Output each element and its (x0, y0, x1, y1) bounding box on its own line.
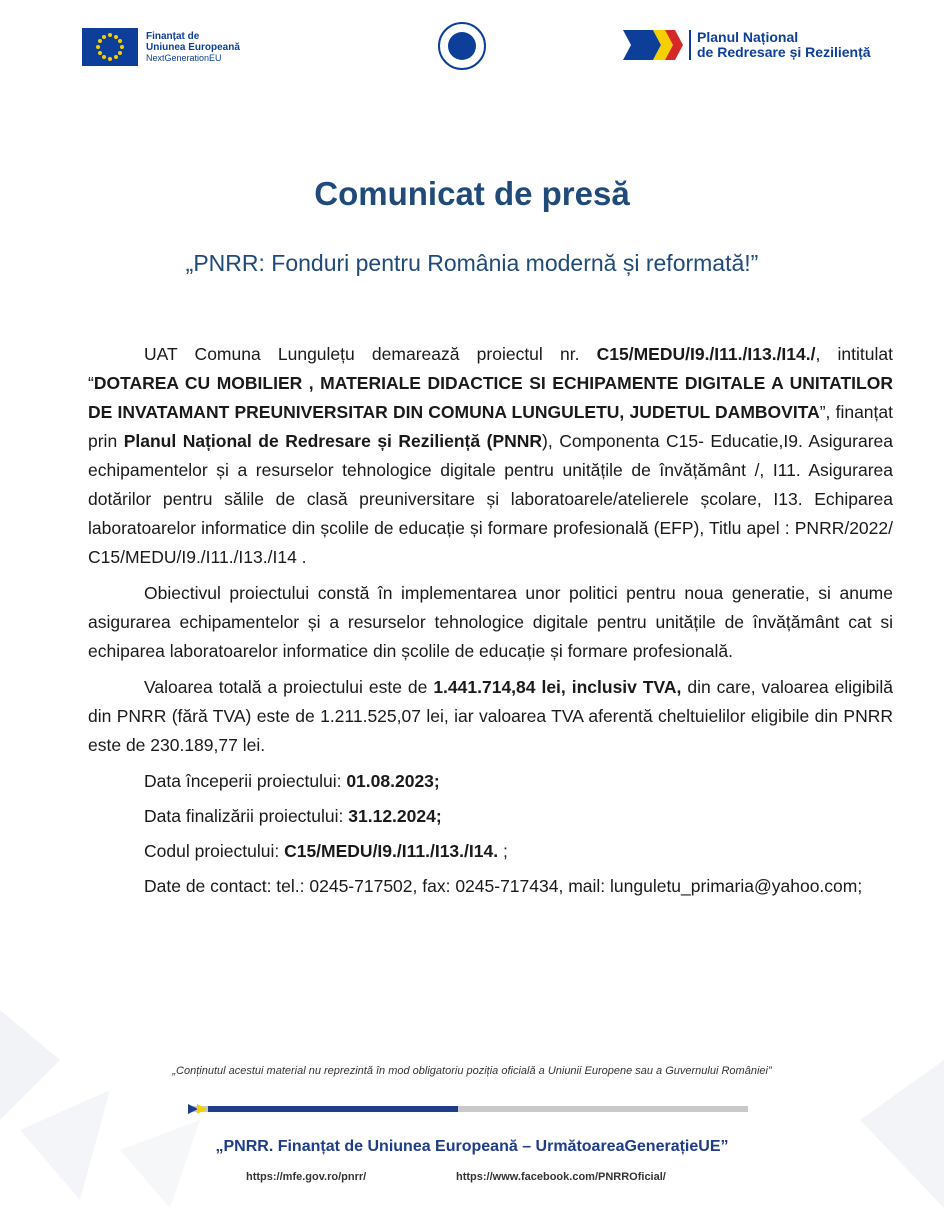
paragraph-objective: Obiectivul proiectului constă în implementarea unor politici pentru noua generatie, si anume asigurarea echipamentelor și a resurselor tehnologice digitale pentru unitățile de învățământ cat si echiparea laboratoarelor informatice din școlile de educație și formare profesională. (88, 583, 893, 661)
text: ; (498, 841, 508, 861)
project-number: C15/MEDU/I9./I11./I13./I14./ (596, 344, 816, 364)
footer-slogan: „PNRR. Finanțat de Uniunea Europeană – UrmătoareaGenerațieUE” (215, 1138, 729, 1155)
text: Valoarea totală a proiectului este de (144, 677, 434, 697)
page-title: Comunicat de presă (314, 175, 630, 212)
project-code-value: C15/MEDU/I9./I11./I13./I14. (284, 841, 499, 861)
disclaimer: „Conținutul acestui material nu reprezintă în mod obligatoriu poziția oficială a Uniunii Europene sau a Guvernului României” (172, 1065, 772, 1077)
end-date (88, 802, 893, 831)
paragraph-project-intro (88, 340, 893, 572)
project-code (88, 837, 893, 866)
eu-star-icon (102, 55, 106, 59)
government-seal-icon (438, 22, 486, 70)
start-date-value: 01.08.2023; (346, 771, 440, 791)
eu-star-icon (98, 39, 102, 43)
eu-flag-icon (82, 28, 138, 66)
text: ), Componenta C15- Educatie,I9. Asigurarea echipamentelor și a resurselor tehnologice digitale pentru unitățile de învățământ /, I11. Asigurarea dotărilor pentru sălile de clasă preuniversitare și laboratoarele/atelierele școlare, I13. Echiparea laboratoarelor informatice din școlile de educație și formare profesională (EFP), Titlu apel : PNRR/2022/ C15/MEDU/I9./I11./I13./I14 . (88, 431, 893, 567)
paragraph-value (88, 673, 893, 760)
page-header (0, 0, 944, 90)
project-title: DOTAREA CU MOBILIER , MATERIALE DIDACTICE SI ECHIPAMENTE DIGITALE A UNITATILOR DE INVATAMANT PREUNIVERSITAR DIN COMUNA LUNGULETU, JUDETUL DAMBOVITA (88, 373, 893, 422)
page-subtitle: „PNRR: Fonduri pentru România modernă și reformată!” (185, 250, 759, 276)
eu-star-icon (114, 55, 118, 59)
total-value: 1.441.714,84 lei, inclusiv TVA, (433, 677, 682, 697)
eu-star-icon (98, 51, 102, 55)
eu-star-icon (118, 51, 122, 55)
eu-star-icon (118, 39, 122, 43)
text: ”, finanțat prin (88, 402, 893, 451)
pnrr-logo (623, 30, 871, 60)
text: din care, valoarea eligibilă din PNRR (fără TVA) este de 1.211.525,07 lei, iar valoarea TVA aferentă cheltuielilor eligibile din PNRR este de 230.189,77 lei. (88, 677, 893, 755)
pnrr-mark-icon (623, 30, 683, 60)
facebook-link[interactable]: https://www.facebook.com/PNRROficial/ (456, 1171, 666, 1183)
end-date-label: Data finalizării proiectului: (144, 806, 349, 826)
eu-star-icon (108, 57, 112, 61)
pnrr-logo-line2: de Redresare și Reziliență (697, 44, 871, 60)
eu-star-icon (96, 45, 100, 49)
eu-star-icon (108, 33, 112, 37)
pnrr-logo-line1: Planul Național (697, 29, 799, 45)
press-release-body (88, 340, 893, 908)
eu-funding-logo (82, 28, 240, 66)
start-date-label: Data începerii proiectului: (144, 771, 347, 791)
funding-program: Planul Național de Redresare și Reziliență (PNNR (123, 431, 543, 451)
text: , intitulat “ (88, 344, 893, 393)
eu-star-icon (120, 45, 124, 49)
eu-logo-line2: Uniunea Europeană (146, 41, 240, 53)
footer-bar (188, 1106, 748, 1112)
eu-star-icon (102, 35, 106, 39)
contact-info: Date de contact: tel.: 0245-717502, fax: 0245-717434, mail: lunguletu_primaria@yahoo.com; (144, 876, 863, 896)
arrow-icon (197, 1104, 207, 1114)
start-date (88, 767, 893, 796)
eu-logo-line1: Finanțat de (146, 30, 200, 42)
end-date-value: 31.12.2024; (348, 806, 442, 826)
eu-star-icon (114, 35, 118, 39)
text: UAT Comuna Lungulețu demarează proiectul nr. (144, 344, 597, 364)
project-code-label: Codul proiectului: (144, 841, 285, 861)
eu-logo-line3: NextGenerationEU (146, 52, 222, 63)
pnrr-website-link[interactable]: https://mfe.gov.ro/pnrr/ (246, 1171, 367, 1183)
